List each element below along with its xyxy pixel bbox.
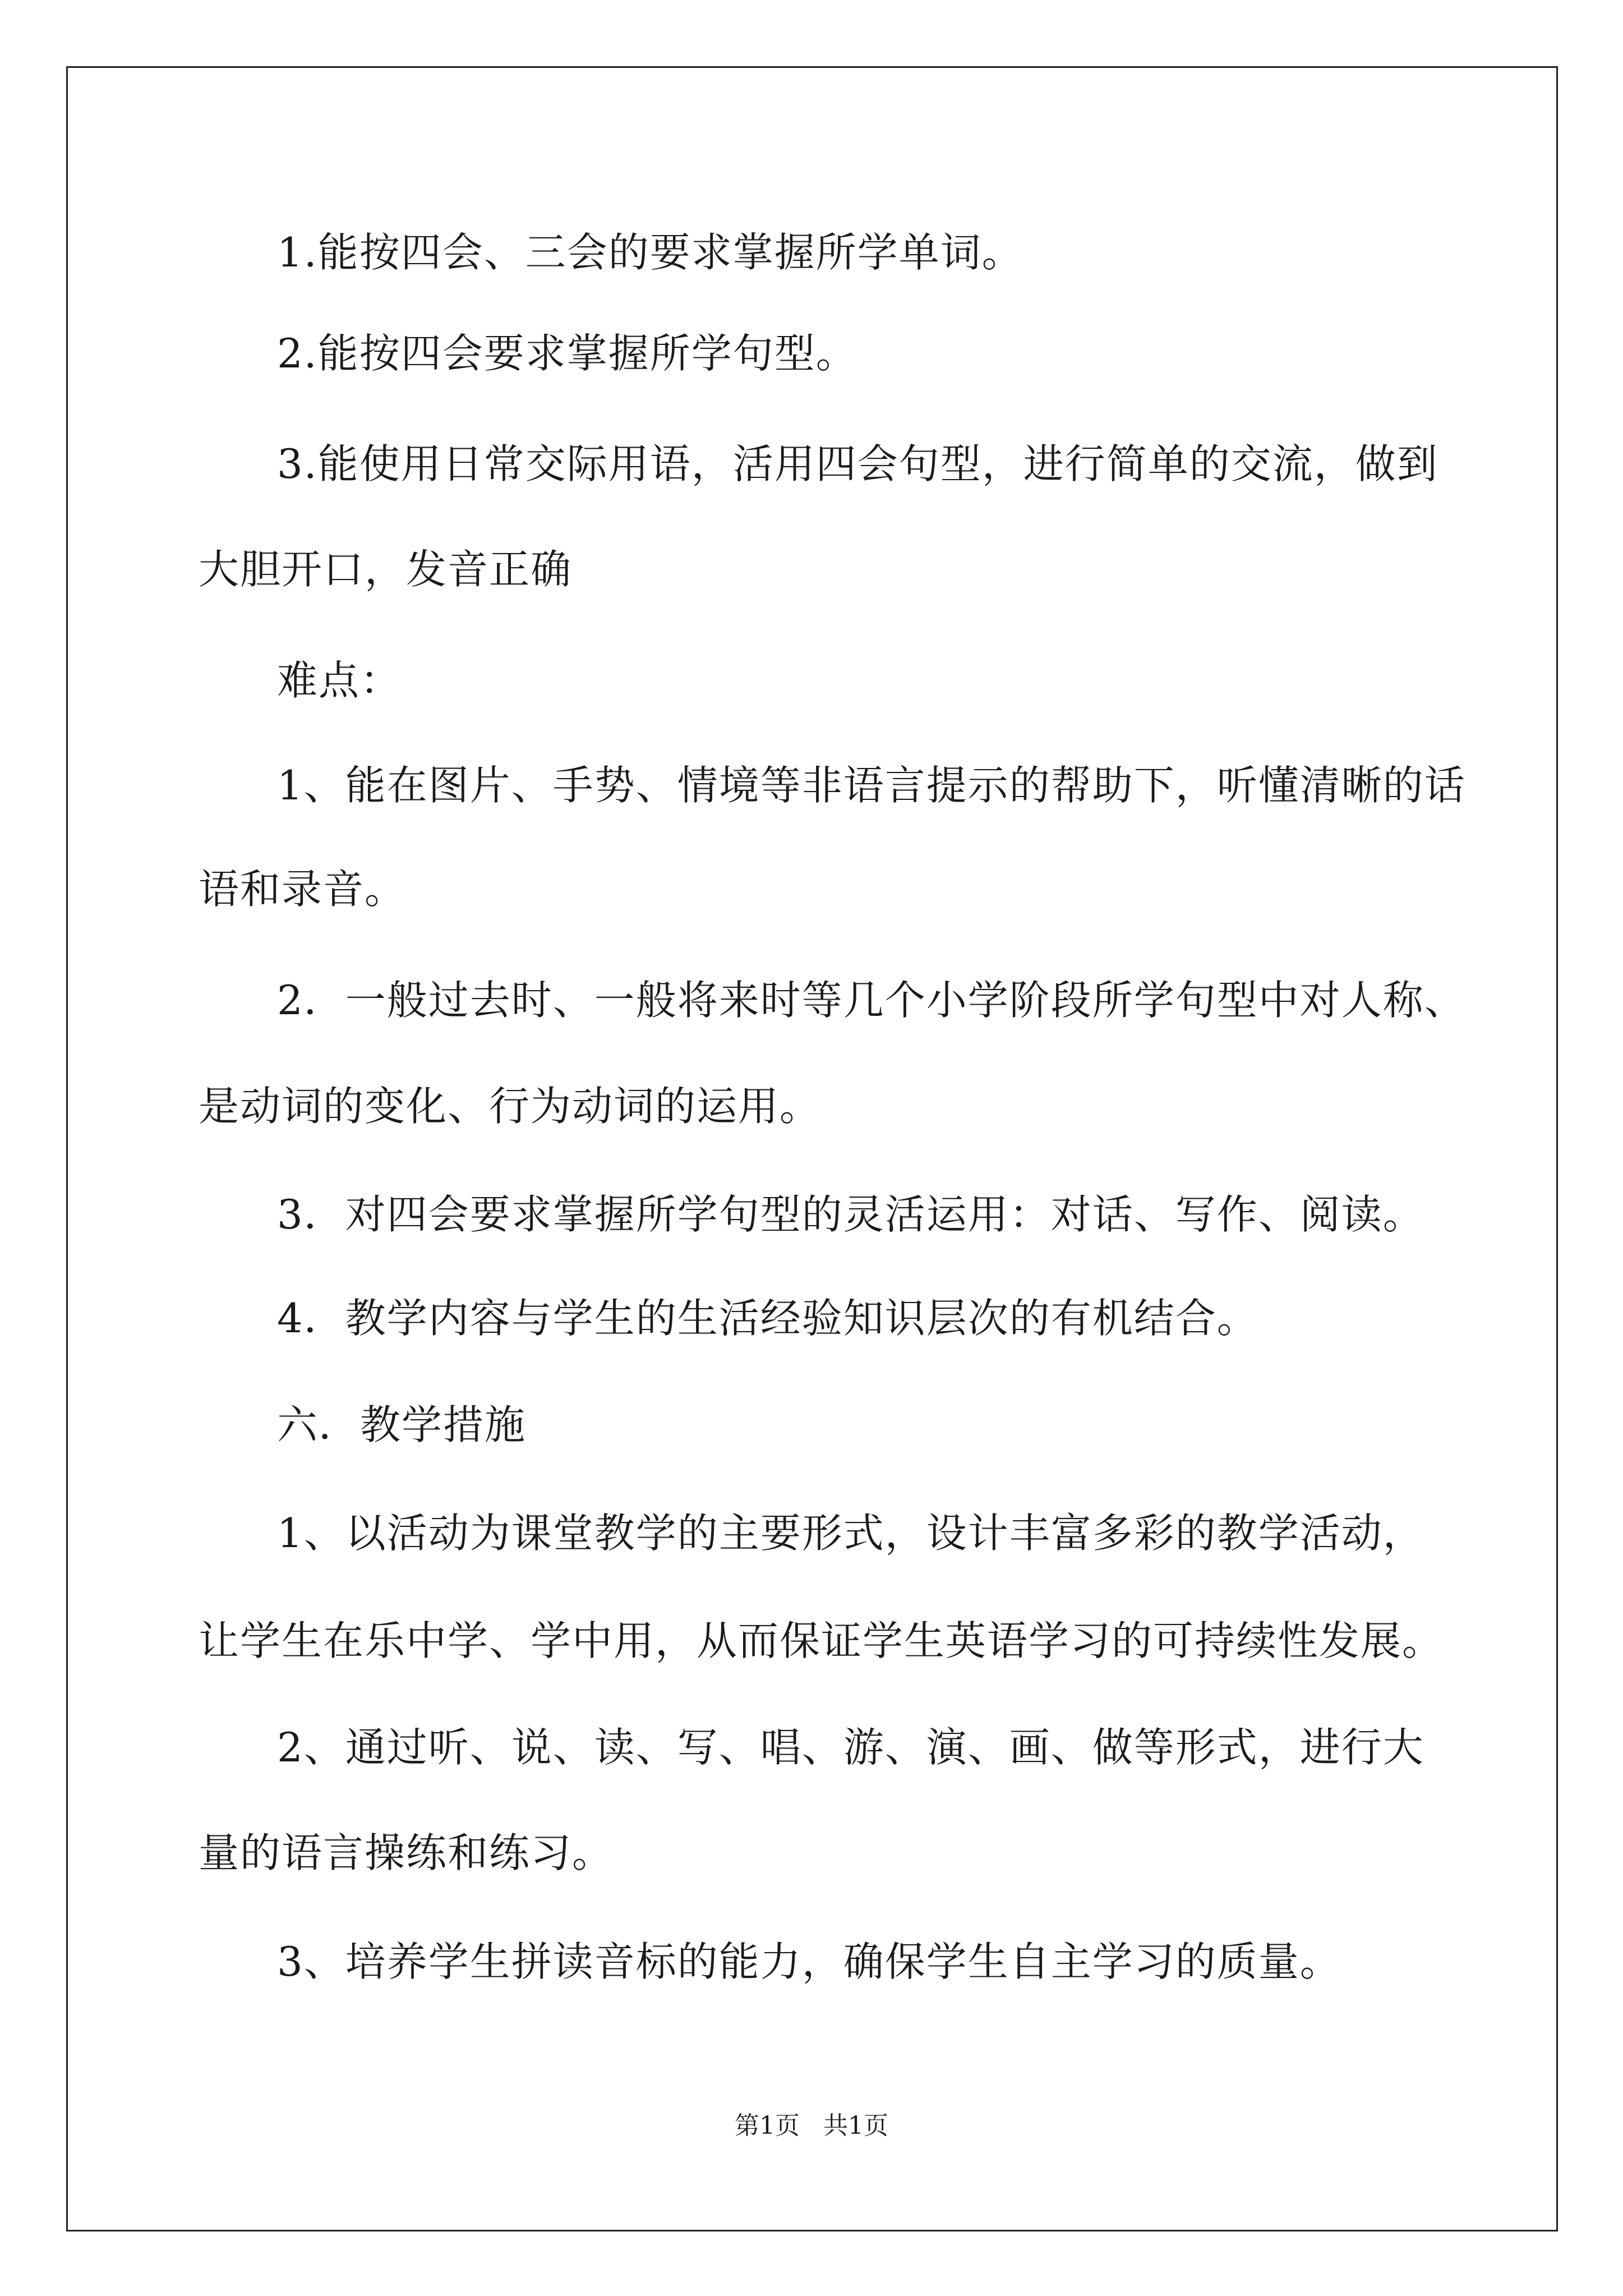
text-line-1: 1.能按四会、三会的要求掌握所学单词。 (277, 229, 1023, 276)
text-line-17: 3、培养学生拼读音标的能力，确保学生自主学习的质量。 (277, 1938, 1341, 1985)
text-line-9: 是动词的变化、行为动词的运用。 (199, 1083, 822, 1130)
text-line-8: 2．一般过去时、一般将来时等几个小学阶段所学句型中对人称、 (277, 977, 1466, 1024)
text-line-6: 1、能在图片、手势、情境等非语言提示的帮助下，听懂清晰的话 (277, 762, 1466, 809)
section-heading-teaching-measures: 六．教学措施 (277, 1401, 527, 1448)
text-line-4: 大胆开口，发音正确 (199, 546, 573, 593)
text-line-7: 语和录音。 (199, 866, 407, 913)
text-line-10: 3．对四会要求掌握所学句型的灵活运用：对话、写作、阅读。 (277, 1191, 1424, 1238)
text-line-16: 量的语言操练和练习。 (199, 1829, 614, 1876)
text-line-11: 4．教学内容与学生的生活经验知识层次的有机结合。 (277, 1295, 1258, 1342)
text-line-15: 2、通过听、说、读、写、唱、游、演、画、做等形式，进行大 (277, 1724, 1424, 1771)
subheading-difficulties: 难点： (277, 657, 402, 704)
text-line-2: 2.能按四会要求掌握所学句型。 (277, 330, 857, 377)
text-line-3: 3.能使用日常交际用语，活用四会句型，进行简单的交流，做到 (277, 440, 1438, 487)
text-line-13: 1、以活动为课堂教学的主要形式，设计丰富多彩的教学活动， (277, 1510, 1424, 1557)
page-border (66, 66, 1558, 2231)
page-footer: 第1页 共1页 (735, 2111, 888, 2140)
text-line-14: 让学生在乐中学、学中用，从而保证学生英语学习的可持续性发展。 (199, 1617, 1444, 1664)
